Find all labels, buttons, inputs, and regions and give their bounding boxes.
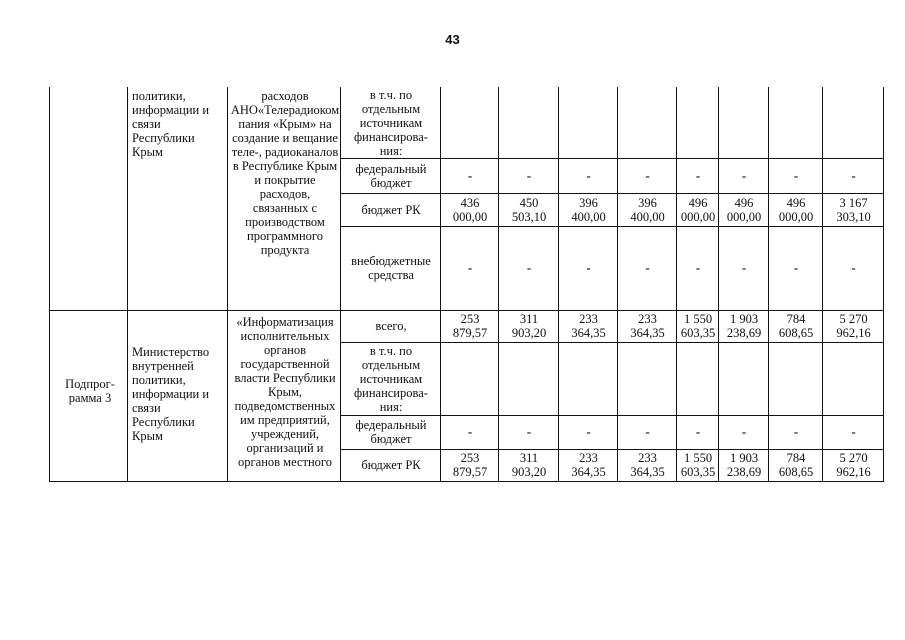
block1-value-dash: - xyxy=(586,167,591,183)
block1-value-dash: - xyxy=(741,260,747,275)
block2-value-dash: - xyxy=(695,424,701,439)
block2-value-dash: - xyxy=(586,424,591,439)
event-name: «Информатизация исполнительных органов государственной власти Республики Крым, подведомственных им предприятий, учреждений, организаций и органов местного xyxy=(234,315,336,469)
block1-value-dash: - xyxy=(793,260,799,275)
block1-row-label: бюджет РК xyxy=(361,202,421,217)
block1-value-dash: - xyxy=(695,167,701,183)
block1-value-dash: - xyxy=(526,167,532,183)
block1-value: 496 000,00 xyxy=(726,195,762,224)
block2-value-dash: - xyxy=(741,424,747,439)
block1-value-dash: - xyxy=(467,167,473,183)
block2-row-label: всего, xyxy=(375,319,407,333)
block1-value-dash: - xyxy=(851,260,856,275)
page-number: 43 xyxy=(445,32,460,47)
block2-value: 5 270 962,16 xyxy=(836,451,871,479)
block1-value: 450 503,10 xyxy=(511,195,547,224)
block2-value-dash: - xyxy=(467,424,473,439)
block1-value: 496 000,00 xyxy=(680,195,716,224)
block2-value: 253 879,57 xyxy=(452,312,488,340)
column-rule xyxy=(127,87,128,481)
block2-value: 233 364,35 xyxy=(630,451,665,479)
block2-value-dash: - xyxy=(645,424,650,439)
block2-value: 233 364,35 xyxy=(571,451,606,479)
block1-value-dash: - xyxy=(851,167,856,183)
block2-value: 5 270 962,16 xyxy=(836,312,871,340)
executor-name: Министерство внутренней политики, информации и связи Республики Крым xyxy=(132,345,210,443)
block2-value-dash: - xyxy=(851,424,856,439)
block1-value: 436 000,00 xyxy=(452,195,488,224)
event-name: расходов АНО«Телерадиоком пания «Крым» на создание и вещание теле-, радиоканалов в Республике Крым и покрытие расходов, связанных с производством программного продукта xyxy=(230,89,340,257)
block1-value-dash: - xyxy=(793,167,799,183)
block1-row-label: федеральный бюджет xyxy=(355,161,427,190)
subprogram-status: Подпрог- рамма 3 xyxy=(65,377,115,405)
block2-row-label: федеральный бюджет xyxy=(355,418,427,446)
block2-value: 253 879,57 xyxy=(452,451,488,479)
block2-value: 1 550 603,35 xyxy=(680,451,716,479)
block2-value-dash: - xyxy=(526,424,532,439)
block1-value-dash: - xyxy=(467,260,473,275)
block1-value: 3 167 303,10 xyxy=(836,195,871,224)
block2-value: 784 608,65 xyxy=(778,312,814,340)
column-rule xyxy=(49,87,50,481)
block2-value: 1 550 603,35 xyxy=(680,312,716,340)
block1-row-label: в т.ч. по отдельным источникам финансирова- ния: xyxy=(354,87,428,158)
block1-value-dash: - xyxy=(695,260,701,275)
block1-value-dash: - xyxy=(741,167,747,183)
block1-value: 396 400,00 xyxy=(630,195,665,224)
block2-value: 1 903 238,69 xyxy=(726,451,762,479)
block1-value-dash: - xyxy=(645,260,650,275)
executor-name: политики, информации и связи Республики Крым xyxy=(132,89,210,159)
block2-row-label: в т.ч. по отдельным источникам финансирова- ния: xyxy=(354,343,428,414)
block2-value: 233 364,35 xyxy=(571,312,606,340)
block1-value: 496 000,00 xyxy=(778,195,814,224)
block1-value-dash: - xyxy=(645,167,650,183)
block2-row-label: бюджет РК xyxy=(361,458,421,472)
block2-value: 784 608,65 xyxy=(778,451,814,479)
block2-value: 1 903 238,69 xyxy=(726,312,762,340)
block1-value-dash: - xyxy=(586,260,591,275)
block1-value-dash: - xyxy=(526,260,532,275)
block2-value-dash: - xyxy=(793,424,799,439)
block1-row-label: внебюджетные средства xyxy=(351,254,431,282)
budget-table xyxy=(49,87,884,482)
block1-value: 396 400,00 xyxy=(571,195,606,224)
block2-value: 311 903,20 xyxy=(511,451,547,479)
block2-value: 233 364,35 xyxy=(630,312,665,340)
block2-value: 311 903,20 xyxy=(511,312,547,340)
column-rule xyxy=(227,87,228,481)
